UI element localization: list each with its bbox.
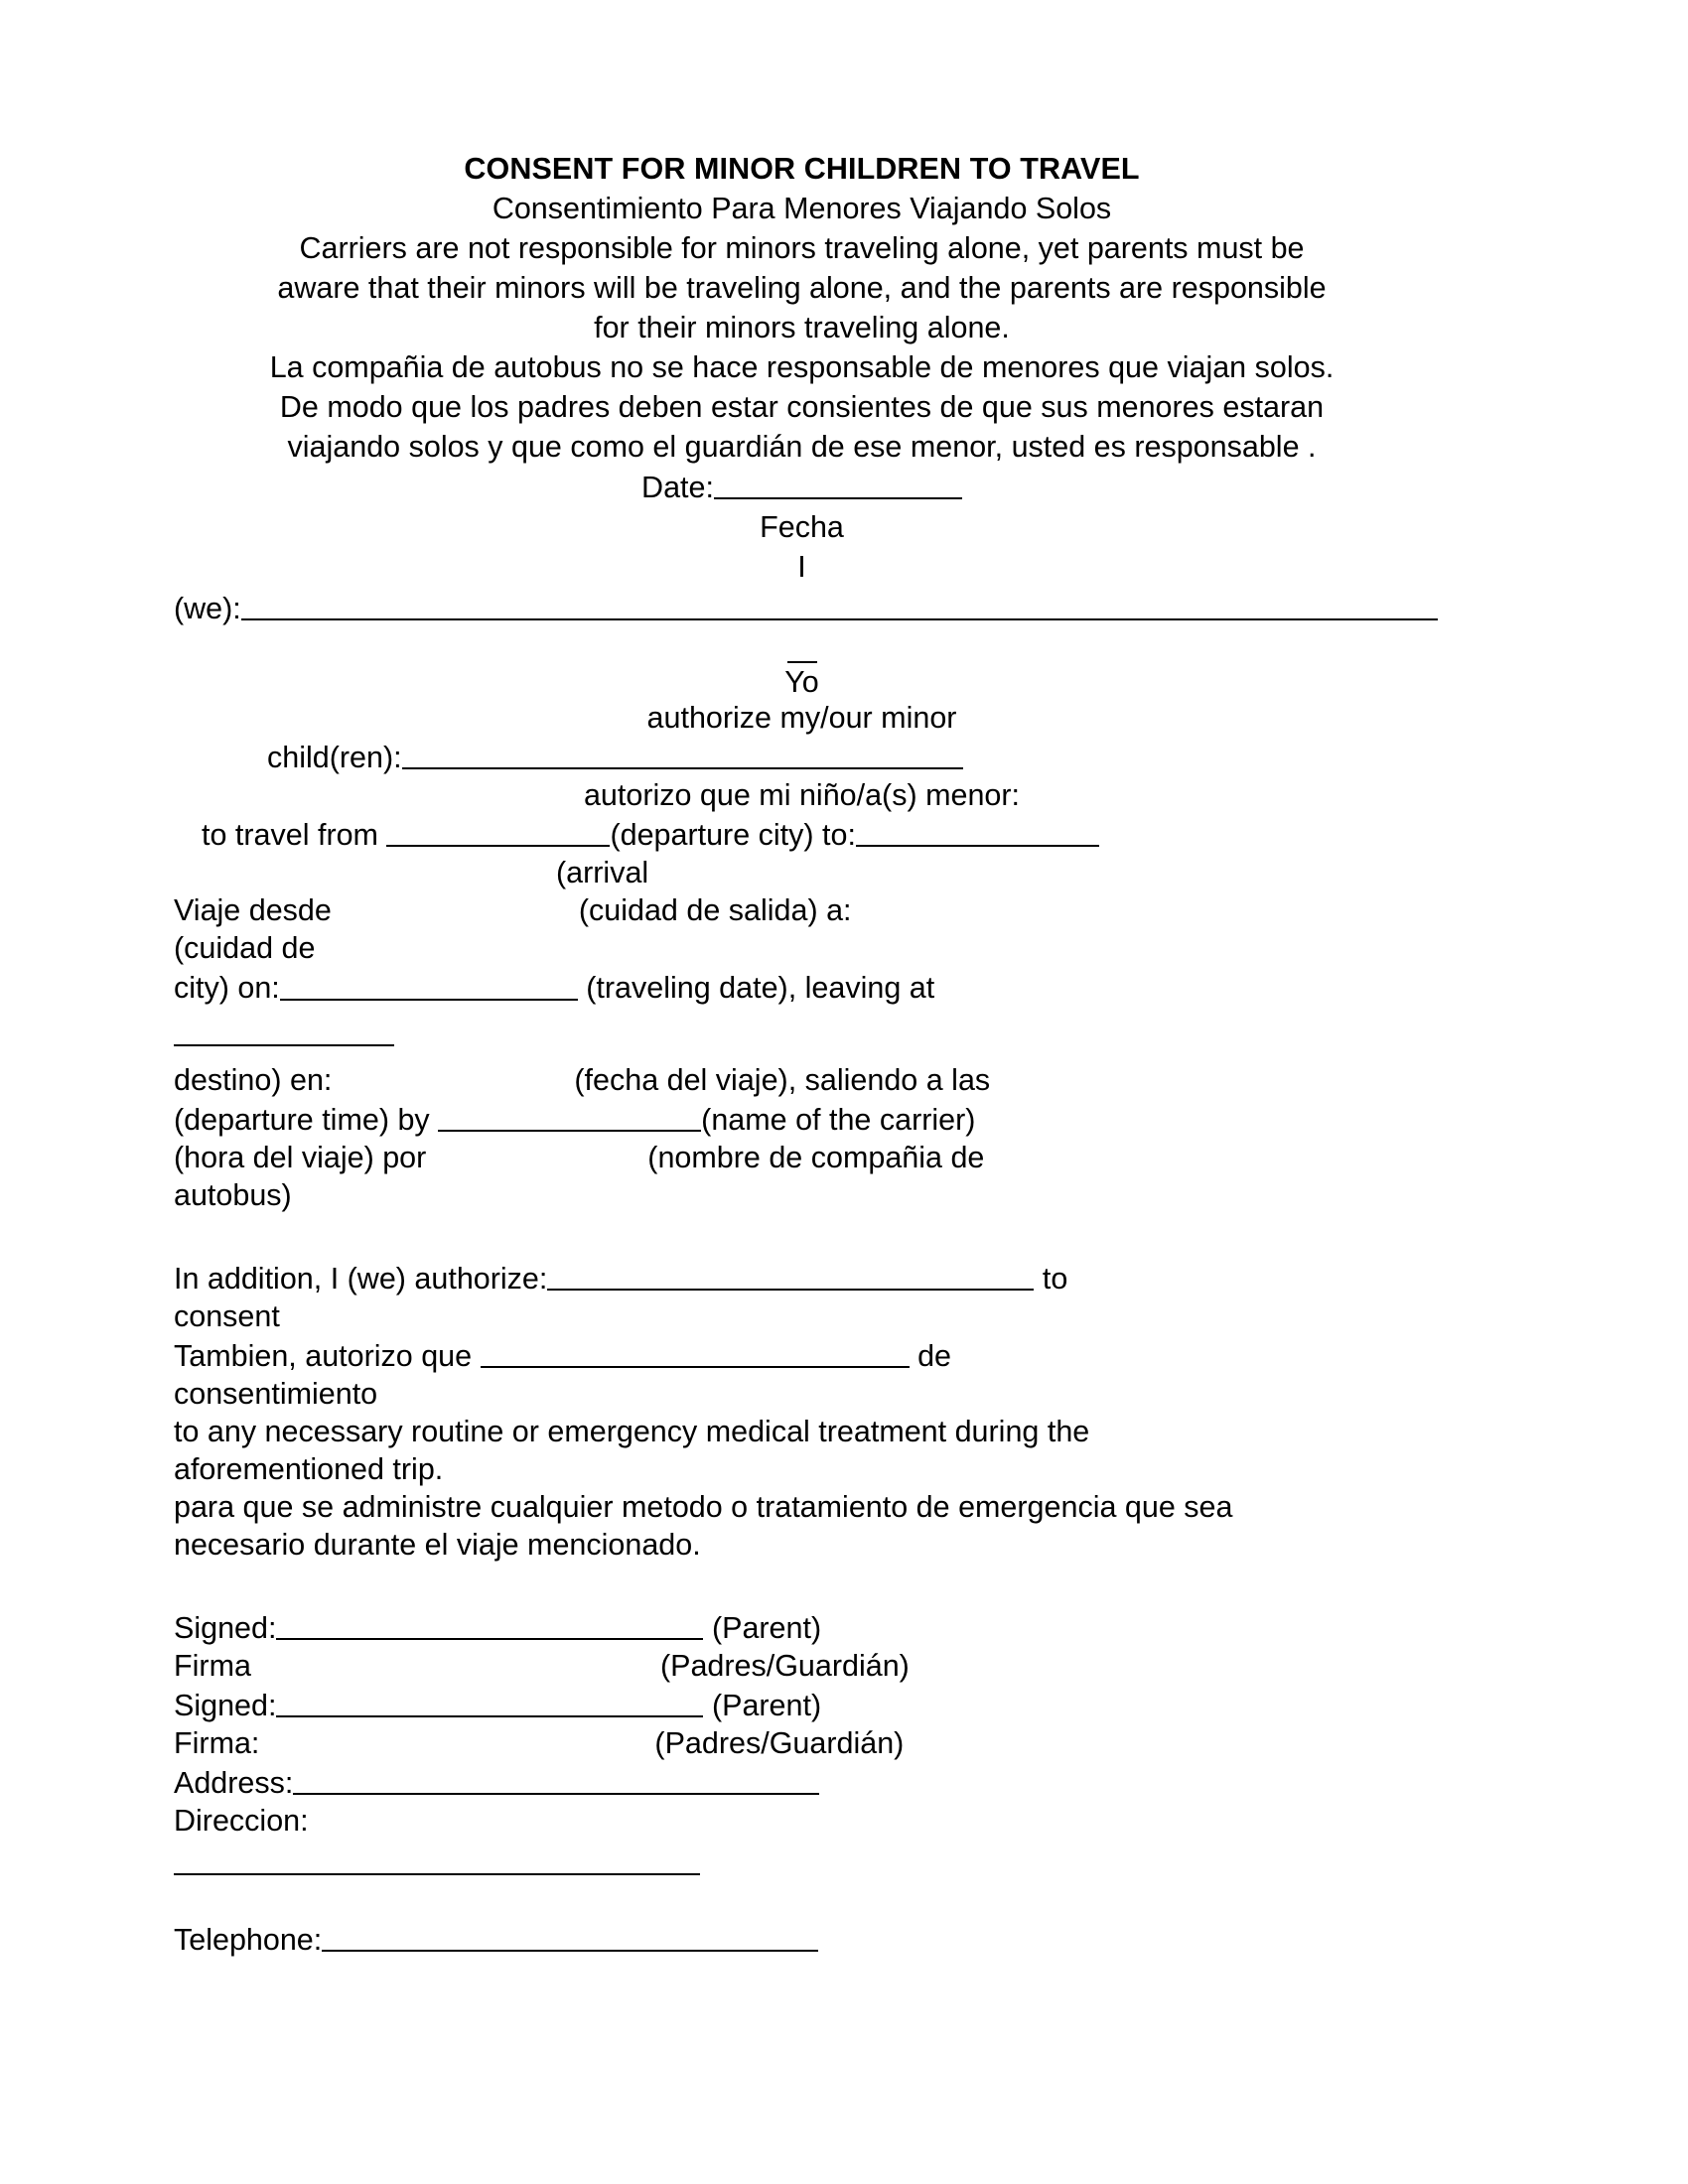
- arrival-label-row: [174, 854, 1430, 891]
- parent-label-2: (Parent): [711, 1689, 822, 1723]
- yo-blank-row: [174, 630, 1430, 665]
- city-on-label: city) on:: [174, 971, 280, 1006]
- firma-label-2: Firma:: [174, 1726, 260, 1761]
- consentimiento-label: consentimiento: [174, 1376, 378, 1411]
- autobus-label: autobus): [174, 1177, 292, 1212]
- hora-viaje-label: (hora del viaje) por: [174, 1140, 427, 1174]
- carrier-name-label: (name of the carrier): [701, 1102, 976, 1137]
- de-label: de: [917, 1338, 952, 1373]
- medical-es-line-2: necesario durante el viaje mencionado.: [174, 1527, 701, 1562]
- signature-input-blank-2[interactable]: [276, 1685, 703, 1717]
- consent-row: [174, 1297, 1430, 1335]
- notice-es-line-3: viajando solos y que como el guardián de ese menor, usted es responsable .: [287, 430, 1317, 464]
- padres-guardian-label-1: (Padres/Guardián): [659, 1648, 910, 1683]
- destino-en-label: destino) en:: [174, 1062, 333, 1097]
- parent-label-1: (Parent): [711, 1610, 822, 1645]
- autobus-row: [174, 1176, 1430, 1214]
- i-label: I: [797, 550, 806, 585]
- fecha-viaje-label: (fecha del viaje), saliendo a las: [574, 1062, 991, 1097]
- tambien-row: [174, 1335, 1430, 1375]
- medical-es-line-1: para que se administre cualquier metodo o tratamiento de emergencia que sea: [174, 1489, 1233, 1524]
- we-label: (we):: [174, 592, 241, 626]
- travel-from-label: to travel from: [202, 818, 378, 853]
- children-label: child(ren):: [267, 741, 402, 775]
- cuidad-de-label: (cuidad de: [174, 931, 316, 966]
- in-addition-label: In addition, I (we) authorize:: [174, 1261, 548, 1296]
- address-label: Address:: [174, 1766, 294, 1801]
- direccion-row: [174, 1802, 1430, 1840]
- tambien-label: Tambien, autorizo que: [174, 1338, 473, 1373]
- firma-row-1: [174, 1647, 1430, 1685]
- departure-city-input-blank[interactable]: [386, 814, 610, 847]
- spacer-before-signatures: [174, 1564, 1430, 1607]
- autorizo-label: autorizo que mi niño/a(s) menor:: [583, 778, 1021, 813]
- departure-time-label: (departure time) by: [174, 1102, 430, 1137]
- children-input-blank[interactable]: [402, 737, 963, 769]
- yo-short-blank[interactable]: [787, 630, 817, 663]
- tambien-input-blank[interactable]: [481, 1335, 910, 1368]
- signed-label-1: Signed:: [174, 1610, 277, 1645]
- page-title: CONSENT FOR MINOR CHILDREN TO TRAVEL: [464, 152, 1140, 186]
- telephone-label: Telephone:: [174, 1923, 323, 1958]
- spacer-before-addition: [174, 1214, 1430, 1258]
- notice-es-line-1: La compañia de autobus no se hace responsable de menores que viajan solos.: [269, 350, 1335, 384]
- signed-label-2: Signed:: [174, 1689, 277, 1723]
- departure-city-label: (departure city) to:: [610, 818, 856, 853]
- medical-en-line-2: aforementioned trip.: [174, 1451, 444, 1486]
- notice-en-line-2: aware that their minors will be traveling alone, and the parents are responsible: [277, 271, 1327, 305]
- traveling-date-input-blank[interactable]: [280, 967, 578, 1000]
- fecha-label: Fecha: [760, 510, 844, 545]
- firma-label-1: Firma: [174, 1648, 251, 1683]
- notice-en-line-3: for their minors traveling alone.: [594, 311, 1010, 344]
- we-name-input-blank[interactable]: [241, 588, 1438, 620]
- notice-es-line-2: De modo que los padres deben estar consientes de que sus menores estaran: [279, 390, 1325, 424]
- destino-en-row: [174, 1061, 1430, 1099]
- address-input-blank[interactable]: [293, 1762, 819, 1795]
- direccion-label: Direccion:: [174, 1804, 309, 1839]
- spacer-before-address-line-2: [174, 1840, 1430, 1873]
- arrival-city-input-blank[interactable]: [856, 814, 1099, 847]
- telephone-row: [174, 1919, 1430, 1959]
- date-row: [174, 467, 1430, 507]
- spacer-before-telephone: [174, 1875, 1430, 1919]
- signed-row-2: [174, 1685, 1430, 1724]
- children-row: [174, 737, 1430, 776]
- to-label: to: [1042, 1261, 1068, 1296]
- consent-form-body: [174, 149, 1430, 1959]
- hora-viaje-row: [174, 1139, 1430, 1176]
- firma-row-2: [174, 1724, 1430, 1762]
- padres-guardian-label-2: (Padres/Guardián): [654, 1726, 905, 1761]
- cuidad-salida-label: (cuidad de salida) a:: [578, 893, 852, 928]
- authorize-minor-label: authorize my/our minor: [646, 701, 957, 736]
- viaje-desde-row: [174, 891, 1430, 929]
- viaje-desde-label: Viaje desde: [174, 893, 332, 928]
- cuidad-de-row: [174, 929, 1430, 967]
- carrier-name-input-blank[interactable]: [438, 1099, 701, 1132]
- departure-time-blank-row: [174, 1008, 1430, 1061]
- address-row: [174, 1762, 1430, 1802]
- telephone-input-blank[interactable]: [322, 1919, 818, 1952]
- additional-authorize-input-blank[interactable]: [547, 1258, 1034, 1291]
- signed-row-1: [174, 1607, 1430, 1647]
- departure-time-input-blank[interactable]: [174, 1013, 394, 1045]
- consentimiento-row: [174, 1375, 1430, 1413]
- page-subtitle-spanish: Consentimiento Para Menores Viajando Solos: [492, 192, 1112, 225]
- in-addition-row: [174, 1258, 1430, 1297]
- yo-label: Yo: [784, 665, 819, 700]
- arrival-label: (arrival: [556, 856, 649, 890]
- signature-input-blank-1[interactable]: [276, 1607, 703, 1640]
- date-input-blank[interactable]: [714, 467, 962, 499]
- notice-en-line-1: Carriers are not responsible for minors traveling alone, yet parents must be: [299, 231, 1305, 265]
- travel-from-row: [174, 814, 1430, 854]
- we-row: [174, 587, 1430, 630]
- consent-label: consent: [174, 1298, 280, 1333]
- medical-en-line-1: to any necessary routine or emergency medical treatment during the: [174, 1414, 1090, 1448]
- date-label: Date:: [641, 471, 714, 505]
- city-on-row: [174, 967, 1430, 1007]
- traveling-date-label: (traveling date), leaving at: [586, 971, 935, 1006]
- nombre-compania-label: (nombre de compañia de: [647, 1140, 985, 1174]
- departure-time-row: [174, 1099, 1430, 1139]
